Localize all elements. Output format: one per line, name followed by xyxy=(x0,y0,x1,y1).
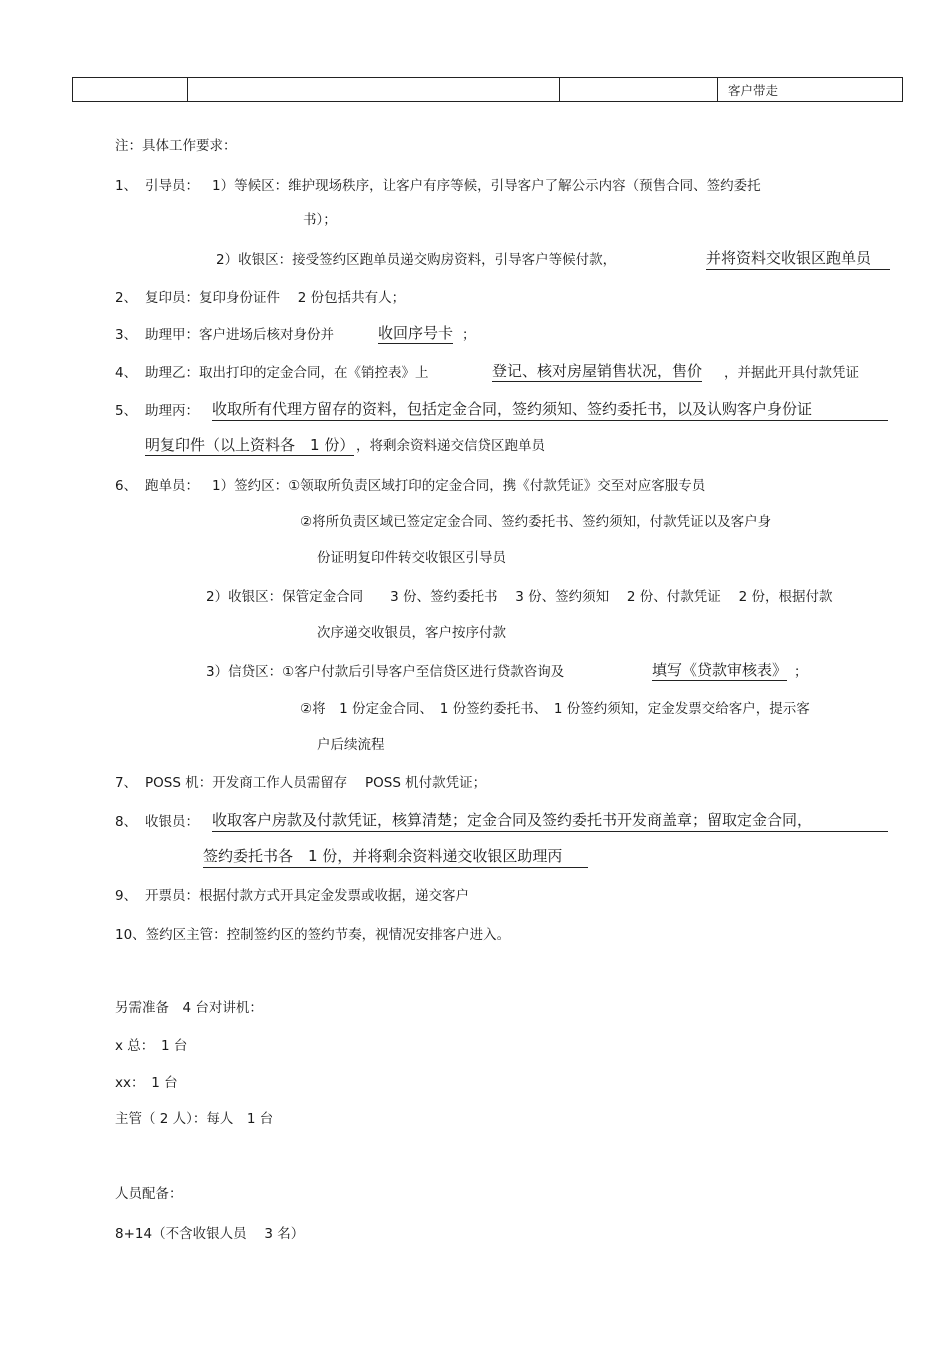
table-cell xyxy=(73,78,188,102)
underlined-span: 登记、核对房屋销售状况，售价 xyxy=(492,362,703,380)
item-text: ②将 1 份定金合同、 1 份签约委托书、 1 份签约须知，定金发票交给客户，提示客 xyxy=(300,701,810,717)
item-text: 助理甲：客户进场后核对身份并 xyxy=(145,327,334,343)
item-text: 开票员：根据付款方式开具定金发票或收据，递交客户 xyxy=(145,888,469,904)
item-text: POSS 机：开发商工作人员需留存 POSS 机付款凭证； xyxy=(145,775,487,791)
item-text: 2）收银区：接受签约区跑单员递交购房资料，引导客户等候付款， xyxy=(216,252,617,268)
underlined-span: 签约委托书各 1 份，并将剩余资料递交收银区助理丙 xyxy=(203,846,588,868)
underlined-span: 填写《贷款审核表》 xyxy=(652,661,788,679)
underlined-span: 收回序号卡 xyxy=(378,324,454,342)
item-text: 次序递交收银员，客户按序付款 xyxy=(317,625,506,641)
underlined-text xyxy=(203,846,588,868)
item-text: ； xyxy=(462,327,476,343)
extra-line: 主管（ 2 人）：每人 1 台 xyxy=(115,1111,274,1127)
underlined-span: 明复印件（以上资料各 1 份） xyxy=(145,436,355,454)
item-label: 跑单员： xyxy=(145,478,199,494)
underlined-text xyxy=(652,660,787,680)
item-number: 1、 xyxy=(115,178,138,194)
item-number: 6、 xyxy=(115,478,138,494)
note-heading: 注：具体工作要求： xyxy=(115,138,237,154)
item-number: 9、 xyxy=(115,888,138,904)
item-text: 1）签约区：①领取所负责区域打印的定金合同，携《付款凭证》交至对应客服专员 xyxy=(212,478,706,494)
item-number: 3、 xyxy=(115,327,138,343)
item-number: 2、 xyxy=(115,290,138,306)
extra-line: xx： 1 台 xyxy=(115,1075,178,1091)
underlined-text xyxy=(492,361,702,381)
item-number: 8、 xyxy=(115,814,138,830)
item-text: 书）； xyxy=(303,212,337,228)
item-text: ； xyxy=(794,664,808,680)
item-label: 助理丙： xyxy=(145,403,199,419)
item-text: 户后续流程 xyxy=(317,737,385,753)
underlined-text xyxy=(212,399,888,421)
table-cell: 客户带走 xyxy=(718,78,903,102)
table-cell xyxy=(560,78,718,102)
top-table xyxy=(72,77,903,102)
underlined-span: 收取客户房款及付款凭证，核算清楚；定金合同及签约委托书开发商盖章；留取定金合同， xyxy=(212,810,888,832)
table-cell xyxy=(188,78,560,102)
underlined-text xyxy=(212,810,888,832)
staff-heading: 人员配备： xyxy=(115,1186,183,1202)
item-text: 10、签约区主管：控制签约区的签约节奏，视情况安排客户进入。 xyxy=(115,927,511,943)
item-number: 7、 xyxy=(115,775,138,791)
item-text: 1）等候区：维护现场秩序，让客户有序等候，引导客户了解公示内容（预售合同、签约委托 xyxy=(212,178,761,194)
item-text: 3）信贷区：①客户付款后引导客户至信贷区进行贷款咨询及 xyxy=(206,664,565,680)
underlined-text xyxy=(706,248,890,270)
item-text: 复印员：复印身份证件 2 份包括共有人； xyxy=(145,290,406,306)
underlined-text xyxy=(145,435,354,455)
item-number: 5、 xyxy=(115,403,138,419)
underlined-span: 收取所有代理方留存的资料，包括定金合同，签约须知、签约委托书，以及认购客户身份证 xyxy=(212,399,888,421)
item-text: ，将剩余资料递交信贷区跑单员 xyxy=(356,438,545,454)
item-text: ②将所负责区域已签定定金合同、签约委托书、签约须知，付款凭证以及客户身 xyxy=(300,514,772,530)
item-label: 收银员： xyxy=(145,814,199,830)
item-text: 助理乙：取出打印的定金合同，在《销控表》上 xyxy=(145,365,429,381)
item-label: 引导员： xyxy=(145,178,199,194)
extra-heading: 另需准备 4 台对讲机： xyxy=(115,1000,263,1016)
underlined-text xyxy=(378,323,453,343)
table-row xyxy=(73,78,903,102)
item-text: 2）收银区：保管定金合同 3 份、签约委托书 3 份、签约须知 2 份、付款凭证 2 份，根据付款 xyxy=(206,589,833,605)
underlined-span: 并将资料交收银区跑单员 xyxy=(706,248,890,270)
extra-line: x 总： 1 台 xyxy=(115,1038,188,1054)
item-number: 4、 xyxy=(115,365,138,381)
staff-value: 8+14（不含收银人员 3 名） xyxy=(115,1226,305,1242)
item-text: ，并据此开具付款凭证 xyxy=(724,365,859,381)
item-text: 份证明复印件转交收银区引导员 xyxy=(317,550,506,566)
